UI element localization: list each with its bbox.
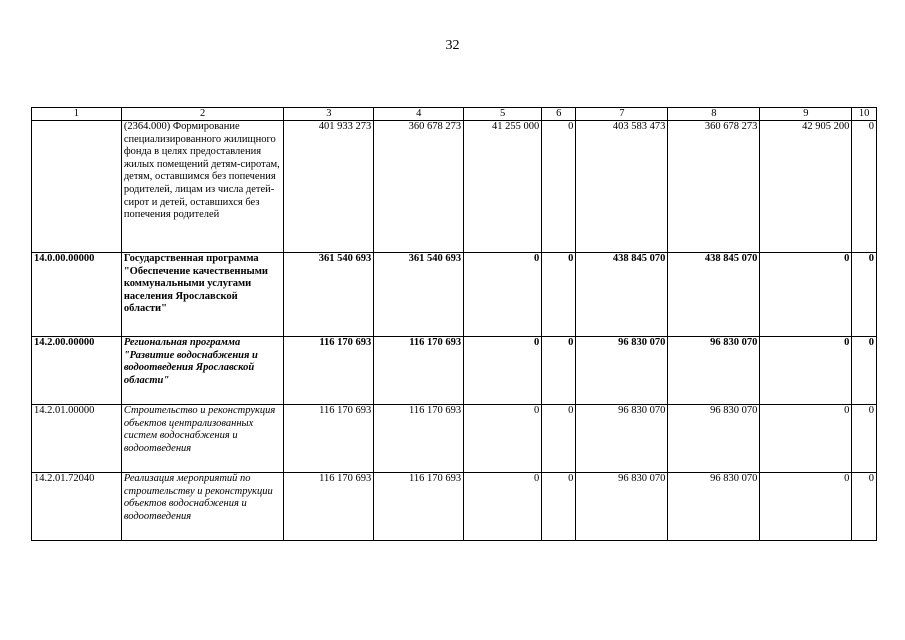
row-name: (2364.000) Формирование специализированного жилищного фонда в целях предоставления жилых помещений детям-сиротам, детям, оставшимся без попечения родителей, лицам из числа детей-сирот и детей, оставшихся без попечения родителей	[121, 121, 284, 253]
row-value: 0	[542, 337, 576, 405]
row-value: 116 170 693	[284, 473, 374, 541]
row-value: 0	[760, 405, 852, 473]
table-row	[32, 405, 877, 473]
row-name: Региональная программа "Развитие водоснабжения и водоотведения Ярославской области"	[121, 337, 284, 405]
row-value: 360 678 273	[668, 121, 760, 253]
column-header: 2	[121, 108, 284, 121]
row-value: 41 255 000	[464, 121, 542, 253]
column-header: 5	[464, 108, 542, 121]
row-value: 96 830 070	[576, 337, 668, 405]
row-value: 401 933 273	[284, 121, 374, 253]
row-value: 116 170 693	[374, 405, 464, 473]
table-row	[32, 473, 877, 541]
row-code: 14.0.00.00000	[32, 253, 122, 337]
row-code: 14.2.01.72040	[32, 473, 122, 541]
row-value: 0	[852, 473, 877, 541]
row-value: 403 583 473	[576, 121, 668, 253]
row-value: 360 678 273	[374, 121, 464, 253]
row-value: 96 830 070	[668, 405, 760, 473]
table-header-row	[32, 108, 877, 121]
column-header: 1	[32, 108, 122, 121]
row-value: 0	[852, 405, 877, 473]
row-value: 116 170 693	[374, 337, 464, 405]
table-row	[32, 121, 877, 253]
row-value: 0	[852, 337, 877, 405]
row-value: 42 905 200	[760, 121, 852, 253]
row-value: 0	[852, 121, 877, 253]
row-value: 0	[760, 473, 852, 541]
page-number: 32	[445, 38, 460, 53]
row-value: 0	[760, 253, 852, 337]
row-value: 361 540 693	[374, 253, 464, 337]
row-code: 14.2.01.00000	[32, 405, 122, 473]
row-code	[32, 121, 122, 253]
row-value: 116 170 693	[374, 473, 464, 541]
table-row	[32, 253, 877, 337]
column-header: 6	[542, 108, 576, 121]
row-value: 0	[542, 405, 576, 473]
row-value: 0	[464, 337, 542, 405]
row-value: 0	[464, 405, 542, 473]
row-value: 0	[760, 337, 852, 405]
column-header: 7	[576, 108, 668, 121]
row-name: Реализация мероприятий по строительству и реконструкции объектов водоснабжения и водоотведения	[121, 473, 284, 541]
row-value: 0	[542, 473, 576, 541]
row-value: 96 830 070	[668, 473, 760, 541]
budget-table	[31, 107, 877, 541]
row-value: 0	[464, 253, 542, 337]
row-value: 96 830 070	[668, 337, 760, 405]
column-header: 8	[668, 108, 760, 121]
row-value: 0	[464, 473, 542, 541]
row-code: 14.2.00.00000	[32, 337, 122, 405]
row-value: 0	[542, 121, 576, 253]
row-value: 0	[542, 253, 576, 337]
row-name: Государственная программа "Обеспечение качественными коммунальными услугами населения Ярославской области"	[121, 253, 284, 337]
column-header: 3	[284, 108, 374, 121]
row-value: 96 830 070	[576, 405, 668, 473]
column-header: 4	[374, 108, 464, 121]
row-value: 116 170 693	[284, 337, 374, 405]
row-value: 438 845 070	[576, 253, 668, 337]
column-header: 9	[760, 108, 852, 121]
row-value: 438 845 070	[668, 253, 760, 337]
row-name: Строительство и реконструкция объектов централизованных систем водоснабжения и водоотведения	[121, 405, 284, 473]
column-header: 10	[852, 108, 877, 121]
table-row	[32, 337, 877, 405]
row-value: 96 830 070	[576, 473, 668, 541]
row-value: 361 540 693	[284, 253, 374, 337]
row-value: 0	[852, 253, 877, 337]
row-value: 116 170 693	[284, 405, 374, 473]
